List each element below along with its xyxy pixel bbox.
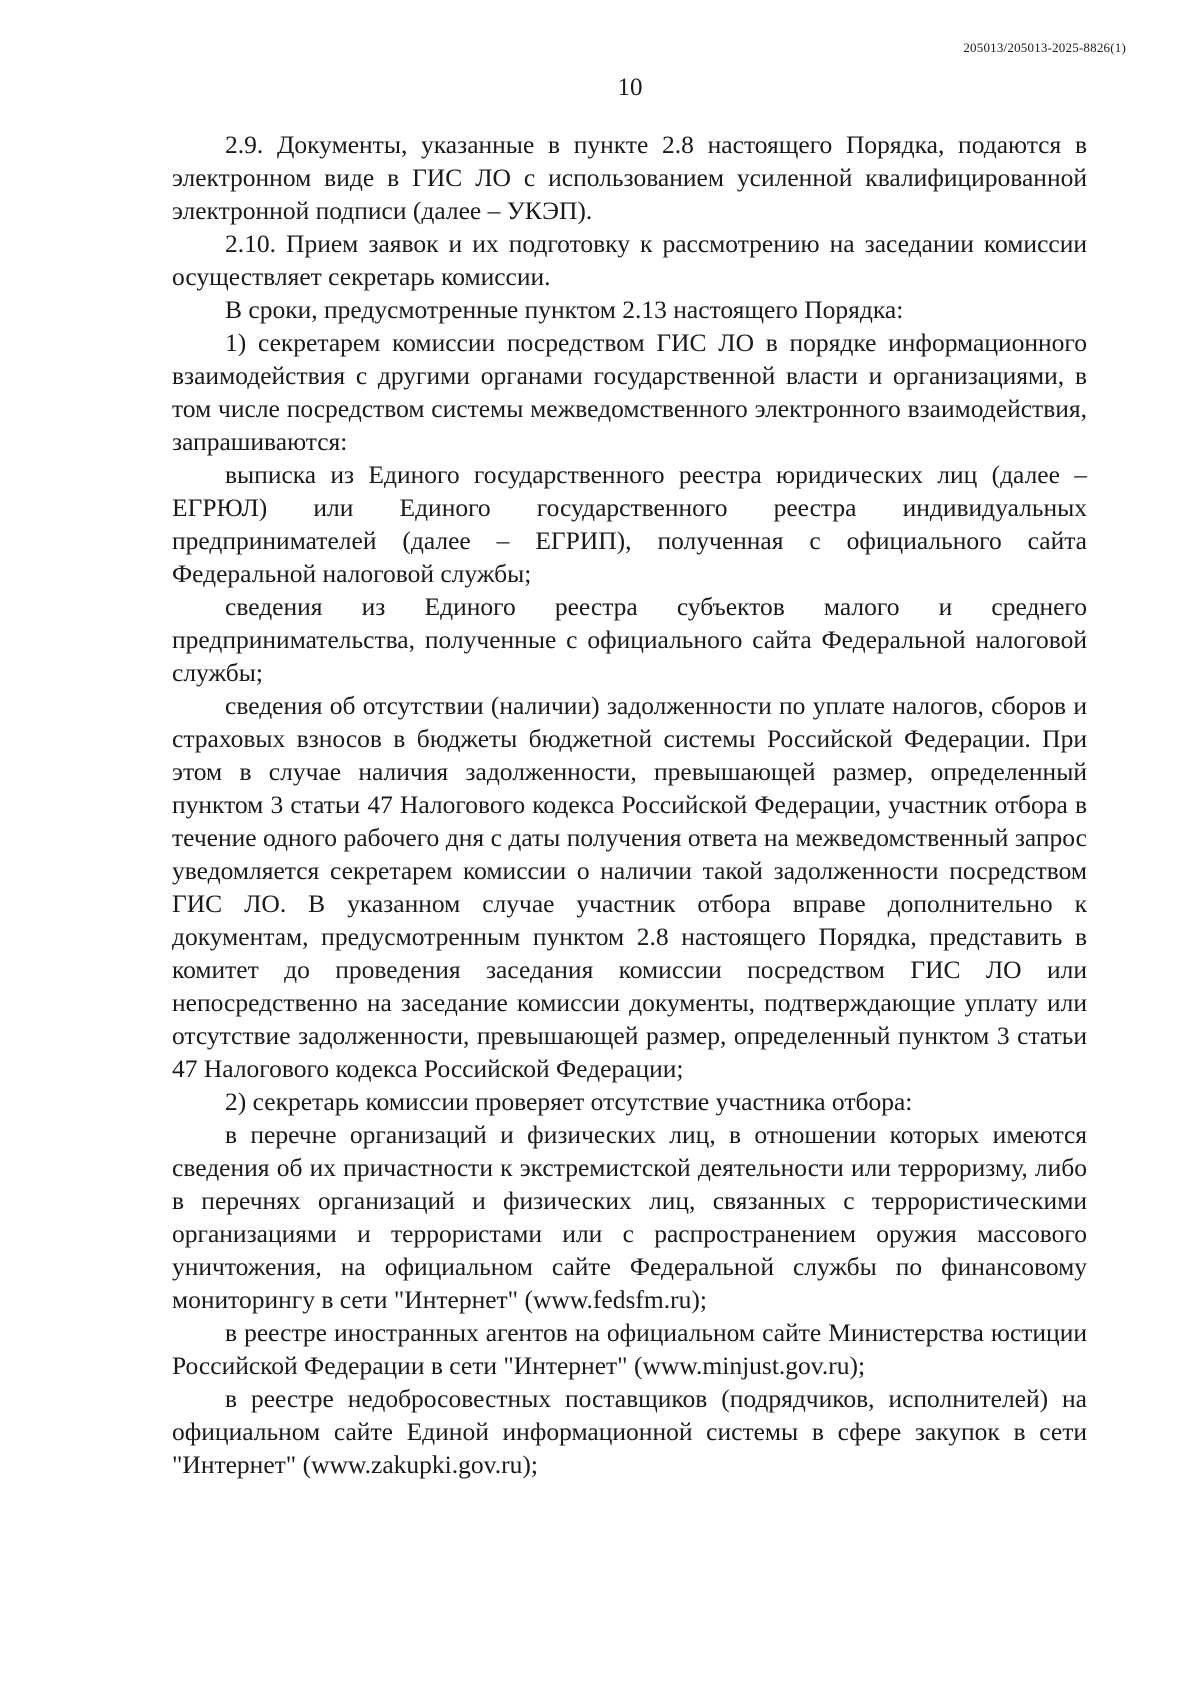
page-number: 10 bbox=[617, 74, 643, 101]
paragraph-2-10: 2.10. Прием заявок и их подготовку к рассмотрению на заседании комиссии осуществляет секретарь комиссии. bbox=[172, 229, 1087, 291]
paragraph-2-9: 2.9. Документы, указанные в пункте 2.8 настоящего Порядка, подаются в электронном виде в ГИС ЛО с использованием усиленной квалифицированной электронной подписи (далее – УКЭП). bbox=[172, 130, 1087, 225]
document-id: 205013/205013-2025-8826(1) bbox=[963, 40, 1126, 55]
paragraph-item-2: 2) секретарь комиссии проверяет отсутствие участника отбора: bbox=[225, 1087, 913, 1116]
document-body bbox=[172, 128, 1087, 1481]
paragraph-sme-registry: сведения из Единого реестра субъектов малого и среднего предпринимательства, полученные с официального сайта Федеральной налоговой службы; bbox=[172, 592, 1087, 687]
paragraph-extremism-list: в перечне организаций и физических лиц, в отношении которых имеются сведения об их причастности к экстремистской деятельности или терроризму, либо в перечнях организаций и физических лиц, связанных с террористическими организациями и террористами или с распространением оружия массового уничтожения, на официальном сайте Федеральной службы по финансовому мониторингу в сети "Интернет" (www.fedsfm.ru); bbox=[172, 1120, 1087, 1314]
paragraph-unfair-suppliers: в реестре недобросовестных поставщиков (подрядчиков, исполнителей) на официальном сайте Единой информационной системы в сфере закупок в сети "Интернет" (www.zakupki.gov.ru); bbox=[172, 1384, 1087, 1479]
paragraph-egrul-extract: выписка из Единого государственного реестра юридических лиц (далее – ЕГРЮЛ) или Единого государственного реестра индивидуальных предпринимателей (далее – ЕГРИП), полученная с официального сайта Федеральной налоговой службы; bbox=[172, 460, 1087, 588]
paragraph-item-1: 1) секретарем комиссии посредством ГИС ЛО в порядке информационного взаимодействия с другими органами государственной власти и организациями, в том числе посредством системы межведомственного электронного взаимодействия, запрашиваются: bbox=[172, 328, 1087, 456]
paragraph-deadlines: В сроки, предусмотренные пунктом 2.13 настоящего Порядка: bbox=[225, 295, 904, 324]
paragraph-tax-debt: сведения об отсутствии (наличии) задолженности по уплате налогов, сборов и страховых взносов в бюджеты бюджетной системы Российской Федерации. При этом в случае наличия задолженности, превышающей размер, определенный пунктом 3 статьи 47 Налогового кодекса Российской Федерации, участник отбора в течение одного рабочего дня с даты получения ответа на межведомственный запрос уведомляется секретарем комиссии о наличии такой задолженности посредством ГИС ЛО. В указанном случае участник отбора вправе дополнительно к документам, предусмотренным пунктом 2.8 настоящего Порядка, представить в комитет до проведения заседания комиссии посредством ГИС ЛО или непосредственно на заседание комиссии документы, подтверждающие уплату или отсутствие задолженности, превышающей размер, определенный пунктом 3 статьи 47 Налогового кодекса Российской Федерации; bbox=[172, 691, 1087, 1083]
paragraph-foreign-agents: в реестре иностранных агентов на официальном сайте Министерства юстиции Российской Федерации в сети "Интернет" (www.minjust.gov.ru); bbox=[172, 1318, 1087, 1380]
